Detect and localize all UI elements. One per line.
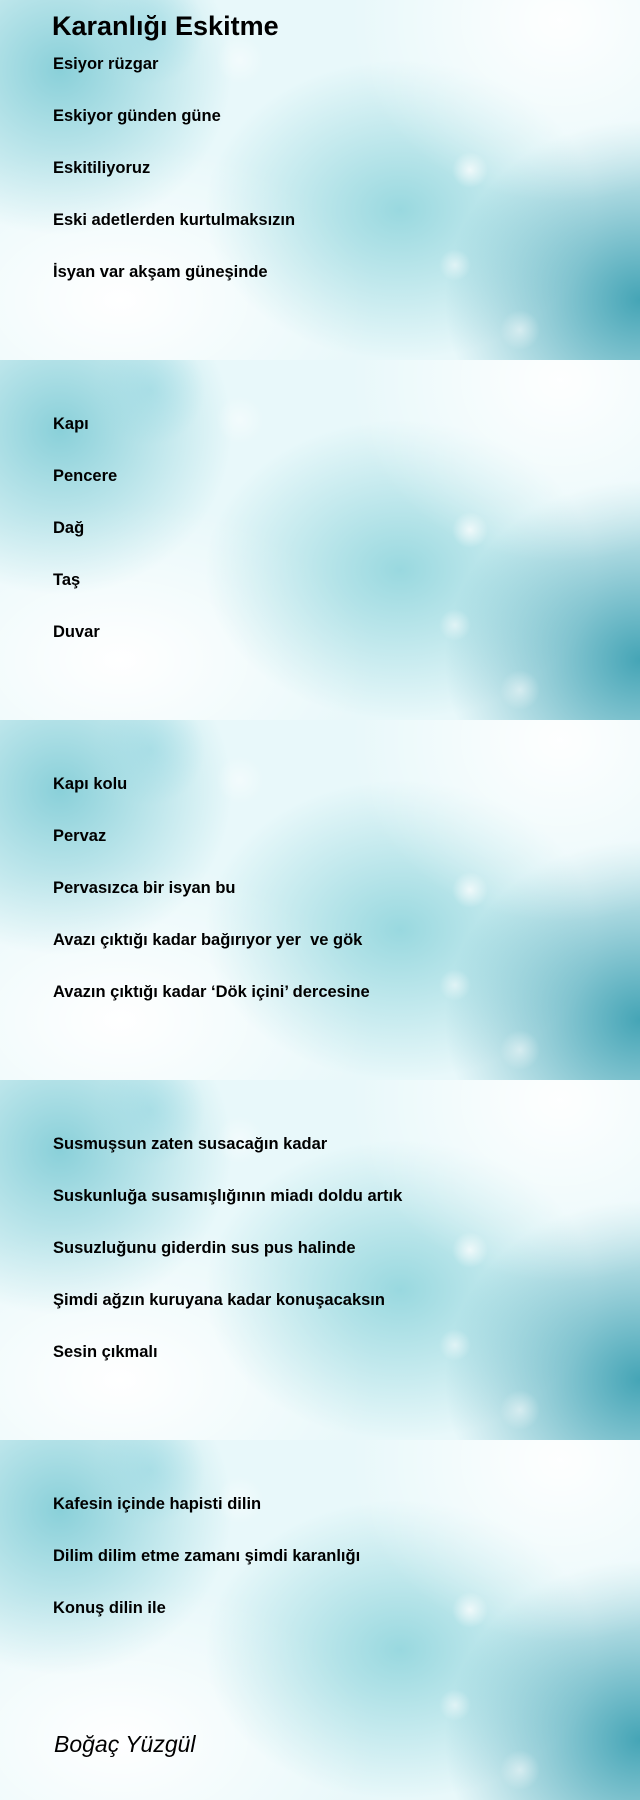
- poem-line: Suskunluğa susamışlığının miadı doldu artık: [53, 1187, 403, 1205]
- poem-line: Kapı kolu: [53, 775, 128, 793]
- poem-line: Eski adetlerden kurtulmaksızın: [53, 211, 296, 229]
- poem-line: Pervaz: [53, 827, 107, 845]
- poem-panel-2: [0, 360, 640, 720]
- poem-line: İsyan var akşam güneşinde: [53, 263, 268, 281]
- poem-title: Karanlığı Eskitme: [52, 11, 279, 41]
- poem-line: Kapı: [53, 415, 89, 433]
- poem-line: Avazı çıktığı kadar bağırıyor yer ve gök: [53, 931, 363, 949]
- poem-line: Eskiyor günden güne: [53, 107, 221, 125]
- poem-line: Pervasızca bir isyan bu: [53, 879, 236, 897]
- poem-line: Pencere: [53, 467, 118, 485]
- poem-line: Konuş dilin ile: [53, 1599, 166, 1617]
- poem-line: Kafesin içinde hapisti dilin: [53, 1495, 262, 1513]
- poem-panel-1: [0, 0, 640, 360]
- poem-line: Dilim dilim etme zamanı şimdi karanlığı: [53, 1547, 361, 1565]
- poem-panel-5: [0, 1440, 640, 1800]
- poem-line: Taş: [53, 571, 81, 589]
- poem-line: Avazın çıktığı kadar ‘Dök içini’ dercesine: [53, 983, 370, 1001]
- poem-line: Susmuşsun zaten susacağın kadar: [53, 1135, 328, 1153]
- poem-line: Şimdi ağzın kuruyana kadar konuşacaksın: [53, 1291, 385, 1309]
- poem-line: Duvar: [53, 623, 100, 641]
- poem-line: Dağ: [53, 519, 85, 537]
- poem-line: Susuzluğunu giderdin sus pus halinde: [53, 1239, 356, 1257]
- poem-panel-4: [0, 1080, 640, 1440]
- poem-line: Eskitiliyoruz: [53, 159, 151, 177]
- poem-panel-3: [0, 720, 640, 1080]
- poem-line: Sesin çıkmalı: [53, 1343, 158, 1361]
- poem-line: Esiyor rüzgar: [53, 55, 159, 73]
- poem-author: Boğaç Yüzgül: [54, 1731, 196, 1757]
